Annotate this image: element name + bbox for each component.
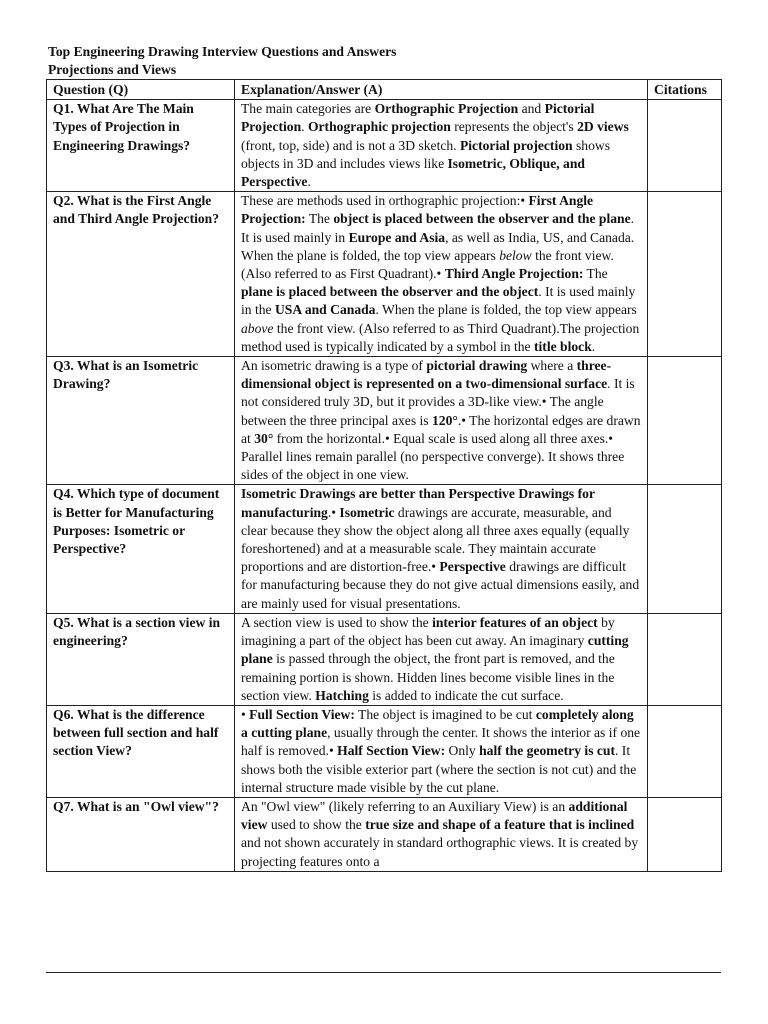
answer-text: and not shown accurately in standard orthographic views. It is created by projecting features onto a <box>241 835 639 869</box>
answer-italic-text: below <box>499 247 532 263</box>
answer-cell <box>235 100 648 192</box>
citation-cell <box>648 705 722 797</box>
table-row <box>47 100 722 192</box>
answer-bold-text: title block <box>533 338 592 354</box>
answer-text: . It is used mainly in the <box>241 284 636 318</box>
answer-text: where a <box>527 358 577 374</box>
question-cell: Q2. What is the First Angle and Third Angle Projection? <box>47 192 235 357</box>
citation-cell <box>648 357 722 485</box>
answer-bold-text: object is placed between the observer and the plane <box>333 211 631 227</box>
answer-bold-text: Pictorial Projection <box>241 101 595 135</box>
question-cell: Q1. What Are The Main Types of Projection in Engineering Drawings? <box>47 100 235 192</box>
answer-bold-text: plane is placed between the observer and the object <box>241 284 539 300</box>
answer-bold-text: pictorial drawing <box>426 358 528 374</box>
answer-text: .• The horizontal edges are drawn at <box>241 412 641 446</box>
question-cell: Q5. What is a section view in engineering? <box>47 613 235 705</box>
answer-bold-text: additional view <box>241 798 628 833</box>
answer-text: from the horizontal.• Equal scale is used along all three axes.• Parallel lines remain parallel (no perspective converge). It shows three sides of the object in one view. <box>241 430 625 483</box>
header-question: Question (Q) <box>47 80 235 100</box>
citation-cell <box>648 797 722 871</box>
answer-text: An "Owl view" (likely referring to an Auxiliary View) is an <box>241 798 569 814</box>
table-header-row <box>47 80 722 100</box>
answer-cell <box>235 485 648 613</box>
answer-text: (front, top, side) and is not a 3D sketch. <box>241 137 460 153</box>
answer-text: is added to indicate the cut surface. <box>368 687 564 703</box>
answer-text: and <box>518 101 545 117</box>
question-cell: Q6. What is the difference between full section and half section View? <box>47 705 235 797</box>
answer-bold-text: Full Section View: <box>249 706 355 722</box>
answer-text: These are methods used in orthographic projection:• <box>241 193 529 209</box>
question-cell: Q4. Which type of document is Better for Manufacturing Purposes: Isometric or Perspective? <box>47 485 235 613</box>
answer-bold-text: Pictorial projection <box>459 137 573 153</box>
table-row <box>47 613 722 705</box>
question-cell: Q3. What is an Isometric Drawing? <box>47 357 235 485</box>
section-title: Projections and Views <box>48 62 177 77</box>
answer-text: is passed through the object, the front part is removed, and the remaining portion is shown. Hidden lines become visible lines in the section view. <box>241 651 615 703</box>
answer-text: drawings are difficult for manufacturing because they do not give actual dimensions easily, and are mainly used for visual presentations. <box>241 559 640 611</box>
answer-italic-text: above <box>241 320 274 336</box>
citation-cell <box>648 485 722 613</box>
answer-bold-text: Orthographic projection <box>307 119 451 135</box>
answer-bold-text: Hatching <box>315 687 369 703</box>
answer-bold-text: 2D views <box>577 119 629 135</box>
answer-bold-text: Isometric, Oblique, and Perspective <box>241 155 585 190</box>
answer-text: represents the object's <box>450 119 578 135</box>
answer-bold-text: cutting plane <box>241 633 629 667</box>
answer-text: The <box>305 211 334 227</box>
answer-bold-text: Isometric Drawings are better than Perspective Drawings for manufacturing <box>241 486 595 520</box>
answer-text: . It is used mainly in <box>241 211 635 245</box>
answer-text: Only <box>445 743 480 759</box>
answer-bold-text: Half Section View: <box>337 743 446 759</box>
answer-bold-text: Europe and Asia <box>348 229 446 245</box>
answer-text: drawings are accurate, measurable, and clear because they show the object along all three axes equally (equally foreshortened) and at a measurable scale. They maintain accurate proportions and are distortion-free.• <box>241 504 630 575</box>
table-body <box>47 100 722 872</box>
answer-text: .• <box>327 504 340 520</box>
answer-bold-text: Isometric <box>339 504 395 520</box>
answer-text: • <box>241 706 250 722</box>
header-citations: Citations <box>648 80 722 100</box>
answer-text: . When the plane is folded, the top view appears <box>375 302 637 318</box>
answer-text: the front view. (Also referred to as First Quadrant).• <box>241 247 614 282</box>
citation-cell <box>648 613 722 705</box>
answer-bold-text: USA and Canada <box>274 302 376 318</box>
answer-bold-text: Perspective <box>439 559 506 575</box>
citation-cell <box>648 100 722 192</box>
table-row <box>47 192 722 357</box>
answer-bold-text: 120° <box>432 412 458 428</box>
answer-text: , usually through the center. It shows the interior as if one half is removed.• <box>241 725 641 759</box>
answer-text: An isometric drawing is a type of <box>241 358 427 374</box>
answer-text: . <box>301 119 308 135</box>
answer-text: A section view is used to show the <box>241 614 433 630</box>
table-row <box>47 797 722 871</box>
answer-text: by imagining a part of the object has been cut away. An imaginary <box>241 614 615 649</box>
qa-table <box>46 79 722 872</box>
table-row <box>47 705 722 797</box>
answer-text: The <box>583 266 608 282</box>
answer-text: the front view. (Also referred to as Third Quadrant).The projection method used is typically indicated by a symbol in the <box>241 320 640 354</box>
answer-text: , as well as India, US, and Canada. When the plane is folded, the top view appears <box>241 229 635 263</box>
answer-cell <box>235 192 648 357</box>
page-cut-line <box>46 972 721 973</box>
answer-bold-text: true size and shape of a feature that is inclined <box>365 817 635 833</box>
answer-cell <box>235 797 648 871</box>
answer-bold-text: 30° <box>254 430 274 446</box>
answer-bold-text: three-dimensional object is represented on a two-dimensional surface <box>241 358 612 392</box>
answer-text: . It is not considered truly 3D, but it provides a 3D-like view.• The angle between the three principal axes is <box>241 376 635 428</box>
answer-text: . It shows both the visible exterior part (where the section is not cut) and the internal structure made visible by the cut plane. <box>241 743 637 795</box>
answer-text: used to show the <box>267 817 366 833</box>
table-row <box>47 357 722 485</box>
answer-bold-text: interior features of an object <box>432 614 598 630</box>
answer-text: shows objects in 3D and includes views like <box>241 137 610 171</box>
header-answer: Explanation/Answer (A) <box>235 80 648 100</box>
answer-bold-text: completely along a cutting plane <box>241 706 634 741</box>
question-cell: Q7. What is an "Owl view"? <box>47 797 235 871</box>
answer-text: . <box>307 174 311 190</box>
answer-text: . <box>591 338 596 354</box>
citation-cell <box>648 192 722 357</box>
answer-cell <box>235 613 648 705</box>
answer-bold-text: Orthographic Projection <box>374 101 519 117</box>
answer-text: The main categories are <box>241 101 375 117</box>
answer-cell <box>235 357 648 485</box>
answer-bold-text: First Angle Projection: <box>241 193 594 227</box>
answer-bold-text: half the geometry is cut <box>479 743 615 759</box>
table-row <box>47 485 722 613</box>
answer-text: The object is imagined to be cut <box>354 706 536 722</box>
answer-cell <box>235 705 648 797</box>
document-title: Top Engineering Drawing Interview Questions and Answers <box>48 44 397 59</box>
answer-bold-text: Third Angle Projection: <box>444 266 584 282</box>
